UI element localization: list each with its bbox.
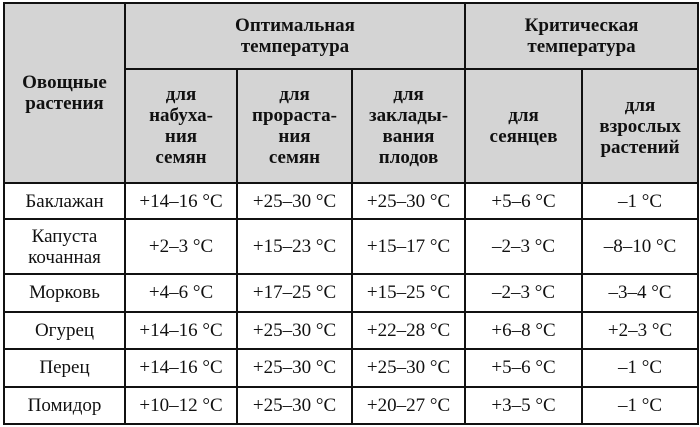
table-body xyxy=(4,183,698,424)
table-cell: +6–8 °C xyxy=(465,312,582,349)
table-row xyxy=(4,183,698,219)
table-cell: +15–17 °C xyxy=(352,219,465,274)
table-cell: –3–4 °C xyxy=(582,274,698,311)
table-row xyxy=(4,349,698,387)
table-cell: +25–30 °C xyxy=(237,183,352,219)
header-plants: Овощные растения xyxy=(4,3,125,183)
table-cell: –8–10 °C xyxy=(582,219,698,274)
table-cell: +22–28 °C xyxy=(352,312,465,349)
table-row xyxy=(4,312,698,349)
table-cell: +3–5 °C xyxy=(465,387,582,424)
plant-name: Морковь xyxy=(4,274,125,311)
table-cell: +4–6 °C xyxy=(125,274,237,311)
header-critical-temperature: Критическая температура xyxy=(465,3,698,69)
table-cell: +5–6 °C xyxy=(465,349,582,387)
table-cell: +10–12 °C xyxy=(125,387,237,424)
table-cell: +25–30 °C xyxy=(352,349,465,387)
plant-name: Капуста кочанная xyxy=(4,219,125,274)
table-row xyxy=(4,387,698,424)
plant-name: Перец xyxy=(4,349,125,387)
table-cell: –2–3 °C xyxy=(465,219,582,274)
table-cell: +2–3 °C xyxy=(582,312,698,349)
table-cell: +15–25 °C xyxy=(352,274,465,311)
table-cell: +25–30 °C xyxy=(352,183,465,219)
table-cell: –1 °C xyxy=(582,349,698,387)
table-header xyxy=(4,3,698,183)
table-cell: +17–25 °C xyxy=(237,274,352,311)
plant-name: Помидор xyxy=(4,387,125,424)
table-cell: +14–16 °C xyxy=(125,183,237,219)
table-cell: +14–16 °C xyxy=(125,349,237,387)
table-cell: +25–30 °C xyxy=(237,387,352,424)
temperature-table xyxy=(3,2,699,425)
table-cell: +5–6 °C xyxy=(465,183,582,219)
table-cell: +25–30 °C xyxy=(237,312,352,349)
header-germinating-seeds: для прораста- ния семян xyxy=(237,69,352,183)
table-cell: +25–30 °C xyxy=(237,349,352,387)
table-row xyxy=(4,274,698,311)
header-optimal-temperature: Оптимальная температура xyxy=(125,3,465,69)
header-adult-plants: для взрослых растений xyxy=(582,69,698,183)
table-cell: –1 °C xyxy=(582,387,698,424)
header-swelling-seeds: для набуха- ния семян xyxy=(125,69,237,183)
table-row xyxy=(4,219,698,274)
table-cell: +20–27 °C xyxy=(352,387,465,424)
table-cell: –2–3 °C xyxy=(465,274,582,311)
plant-name: Баклажан xyxy=(4,183,125,219)
table-cell: –1 °C xyxy=(582,183,698,219)
header-seedlings: для сеянцев xyxy=(465,69,582,183)
table-cell: +15–23 °C xyxy=(237,219,352,274)
table-cell: +2–3 °C xyxy=(125,219,237,274)
plant-name: Огурец xyxy=(4,312,125,349)
table-cell: +14–16 °C xyxy=(125,312,237,349)
header-fruit-setting: для заклады- вания плодов xyxy=(352,69,465,183)
